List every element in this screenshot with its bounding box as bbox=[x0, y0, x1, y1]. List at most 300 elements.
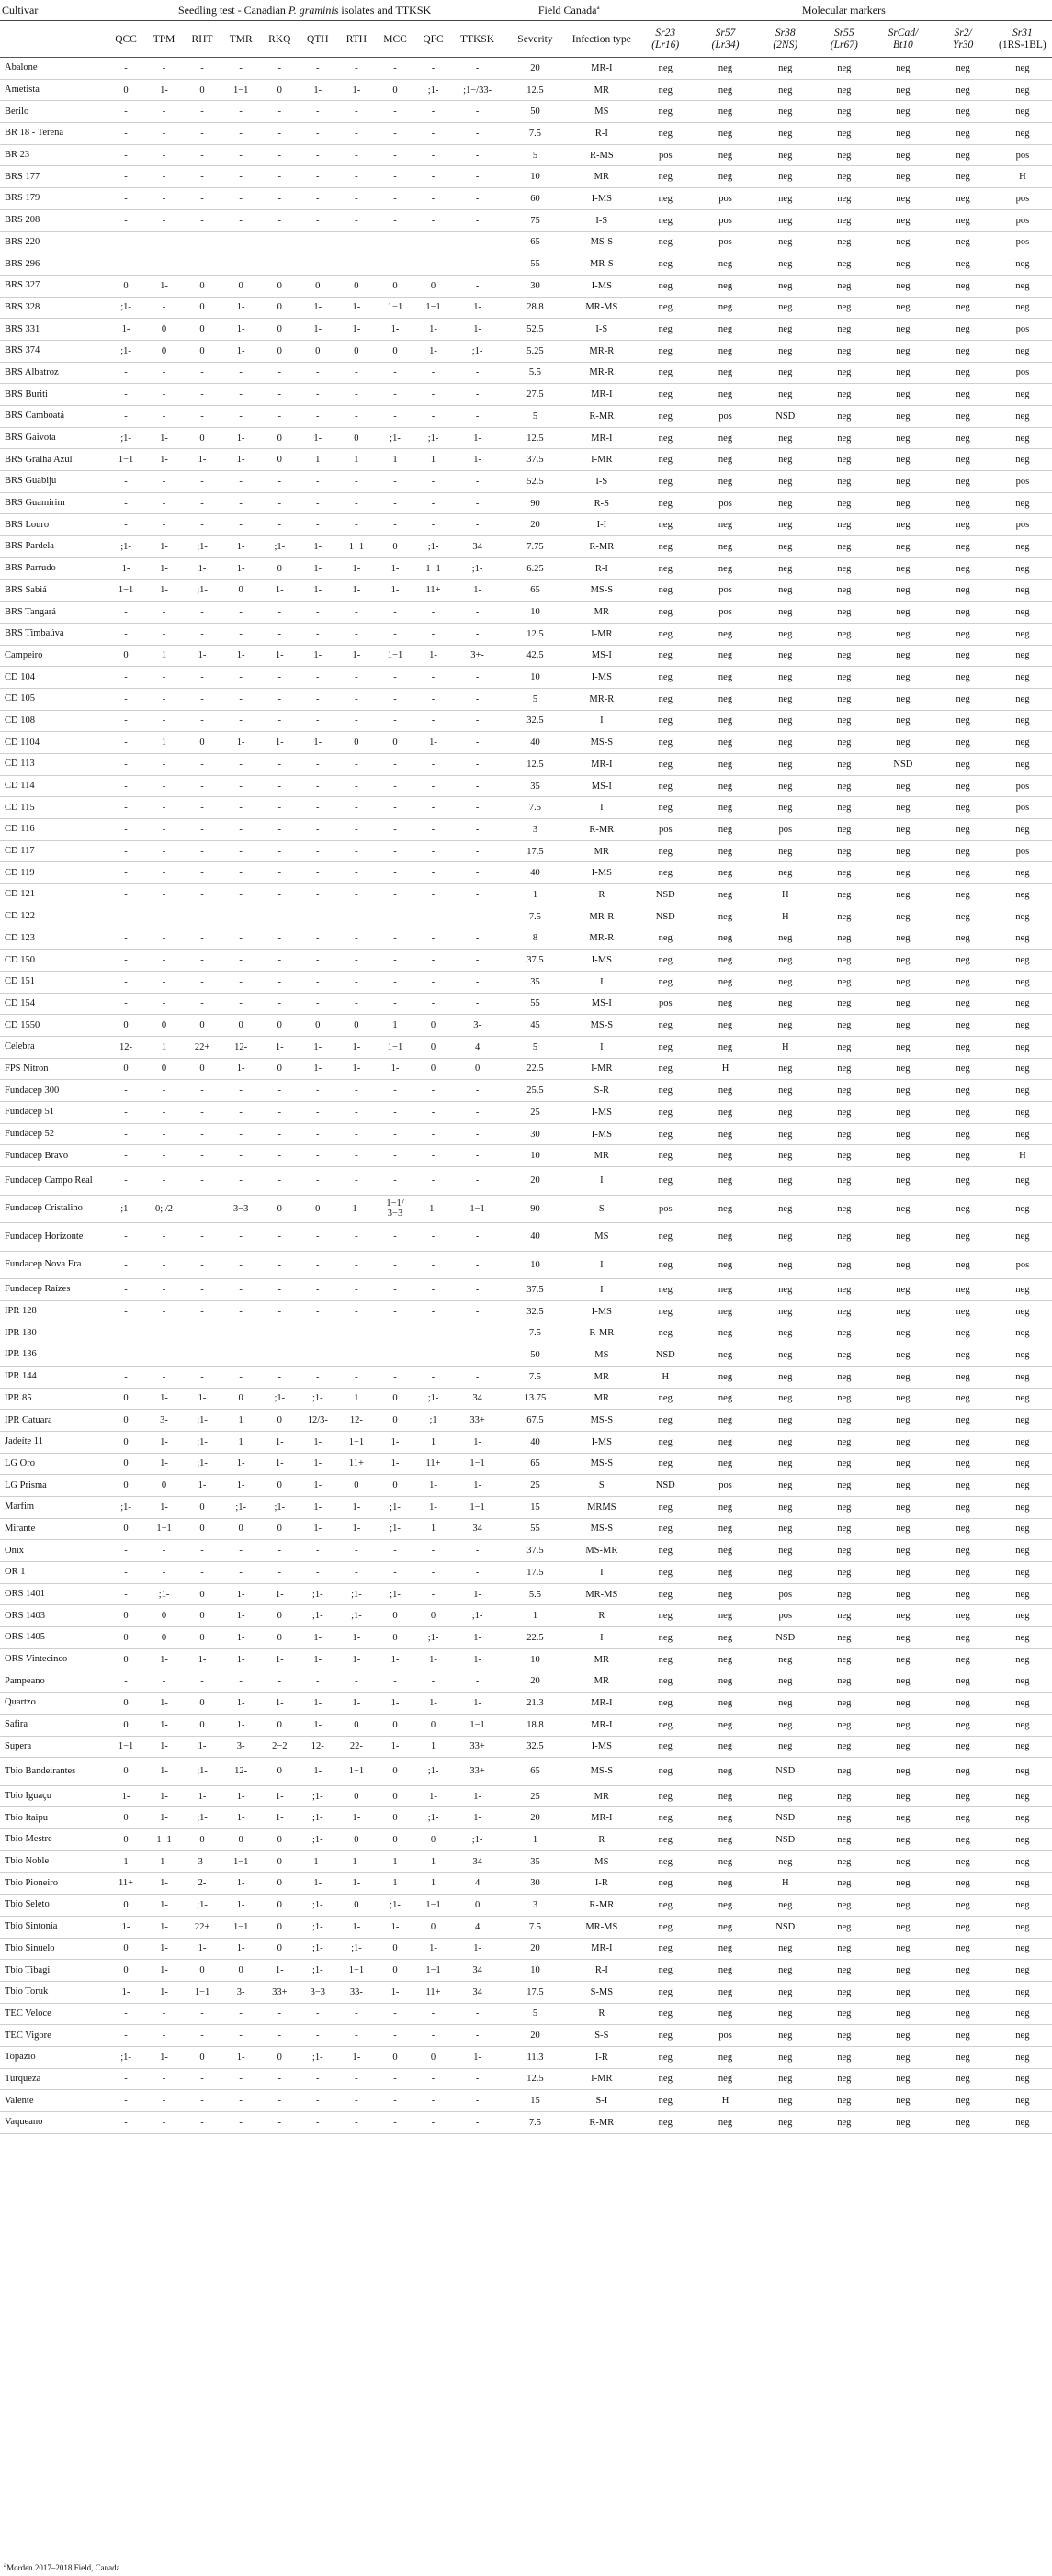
seedling-score: - bbox=[183, 884, 221, 906]
marker-result: neg bbox=[815, 1627, 873, 1649]
marker-result: neg bbox=[755, 2112, 815, 2134]
seedling-score: - bbox=[261, 1344, 300, 1367]
marker-result: neg bbox=[933, 536, 993, 558]
seedling-score: 22+ bbox=[183, 1916, 221, 1938]
marker-result: neg bbox=[873, 819, 933, 841]
cultivar-name: Topazio bbox=[0, 2046, 107, 2068]
seedling-score: 1- bbox=[221, 1648, 261, 1670]
marker-result: neg bbox=[755, 1518, 815, 1540]
seedling-score: 34 bbox=[452, 1981, 503, 2003]
seedling-score: ;1- bbox=[107, 1496, 145, 1518]
field-infection-type: I-MS bbox=[568, 950, 636, 972]
seedling-score: - bbox=[376, 101, 414, 123]
marker-result: neg bbox=[873, 1605, 933, 1627]
marker-result: neg bbox=[933, 384, 993, 406]
marker-result: neg bbox=[636, 862, 696, 884]
seedling-score: - bbox=[376, 253, 414, 276]
marker-result: neg bbox=[933, 928, 993, 950]
marker-result: neg bbox=[636, 449, 696, 471]
field-severity: 65 bbox=[503, 1758, 568, 1786]
marker-result: neg bbox=[696, 906, 755, 928]
seedling-score: - bbox=[221, 492, 261, 514]
seedling-score: 1- bbox=[376, 1916, 414, 1938]
seedling-score: - bbox=[376, 971, 414, 993]
seedling-score: - bbox=[414, 950, 453, 972]
marker-result: neg bbox=[636, 1145, 696, 1167]
marker-result: neg bbox=[696, 1895, 755, 1917]
marker-result: neg bbox=[873, 1714, 933, 1736]
seedling-score: - bbox=[337, 1123, 377, 1145]
marker-result: neg bbox=[755, 797, 815, 819]
seedling-score: - bbox=[221, 754, 261, 776]
seedling-score: - bbox=[376, 797, 414, 819]
cultivar-name: ORS 1403 bbox=[0, 1605, 107, 1627]
seedling-score: - bbox=[261, 2025, 300, 2047]
field-severity: 7.5 bbox=[503, 2112, 568, 2134]
marker-result: neg bbox=[993, 732, 1052, 754]
seedling-score: 1- bbox=[145, 1758, 184, 1786]
marker-result: neg bbox=[993, 340, 1052, 362]
marker-result: neg bbox=[815, 1736, 873, 1758]
marker-result: neg bbox=[993, 1388, 1052, 1410]
seedling-score: - bbox=[107, 514, 145, 536]
cultivar-name: CD 151 bbox=[0, 971, 107, 993]
marker-result: neg bbox=[755, 492, 815, 514]
marker-result: pos bbox=[993, 471, 1052, 493]
marker-result: neg bbox=[933, 645, 993, 667]
seedling-score: - bbox=[221, 1562, 261, 1584]
seedling-score: - bbox=[183, 906, 221, 928]
table-row bbox=[0, 1366, 1052, 1388]
seedling-score: 1- bbox=[221, 1938, 261, 1960]
field-severity: 5 bbox=[503, 688, 568, 710]
field-severity: 5 bbox=[503, 406, 568, 428]
seedling-score: - bbox=[376, 1123, 414, 1145]
seedling-score: - bbox=[414, 2068, 453, 2090]
field-severity: 55 bbox=[503, 253, 568, 276]
seedling-score: - bbox=[299, 58, 337, 80]
seedling-score: - bbox=[376, 384, 414, 406]
table-row bbox=[0, 1080, 1052, 1102]
marker-result: neg bbox=[755, 1938, 815, 1960]
seedling-score: 1- bbox=[221, 645, 261, 667]
cultivar-name: BRS 296 bbox=[0, 253, 107, 276]
marker-result: neg bbox=[636, 840, 696, 862]
table-row bbox=[0, 362, 1052, 384]
seedling-score: 0 bbox=[145, 319, 184, 341]
marker-result: neg bbox=[696, 732, 755, 754]
table-row bbox=[0, 993, 1052, 1015]
marker-result: neg bbox=[696, 1714, 755, 1736]
marker-result: NSD bbox=[873, 754, 933, 776]
seedling-score: 1- bbox=[452, 1431, 503, 1453]
marker-result: neg bbox=[933, 1366, 993, 1388]
field-infection-type: I-MR bbox=[568, 449, 636, 471]
seedling-score: - bbox=[299, 1145, 337, 1167]
seedling-score: - bbox=[376, 1300, 414, 1322]
seedling-score: - bbox=[183, 384, 221, 406]
seedling-score: - bbox=[337, 1366, 377, 1388]
marker-result: neg bbox=[873, 732, 933, 754]
marker-result: neg bbox=[696, 536, 755, 558]
seedling-score: - bbox=[183, 406, 221, 428]
marker-result: neg bbox=[636, 231, 696, 253]
marker-result: neg bbox=[815, 2046, 873, 2068]
seedling-score: 11+ bbox=[337, 1453, 377, 1475]
seedling-score: - bbox=[261, 971, 300, 993]
seedling-score: 0 bbox=[183, 1583, 221, 1605]
marker-result: neg bbox=[636, 1167, 696, 1196]
field-infection-type: I-MR bbox=[568, 2068, 636, 2090]
cultivar-name: Valente bbox=[0, 2090, 107, 2112]
marker-result: neg bbox=[993, 275, 1052, 297]
field-infection-type: I-R bbox=[568, 2046, 636, 2068]
seedling-score: - bbox=[299, 971, 337, 993]
marker-result: neg bbox=[873, 928, 933, 950]
marker-result: neg bbox=[933, 2025, 993, 2047]
seedling-score: - bbox=[299, 1223, 337, 1252]
field-infection-type: I-MS bbox=[568, 667, 636, 689]
seedling-score: 0 bbox=[261, 427, 300, 449]
marker-result: neg bbox=[815, 884, 873, 906]
seedling-score: - bbox=[261, 2112, 300, 2134]
seedling-score: 1 bbox=[376, 449, 414, 471]
seedling-score: 1- bbox=[337, 1195, 377, 1223]
marker-result: neg bbox=[993, 1648, 1052, 1670]
seedling-score: 1- bbox=[145, 1736, 184, 1758]
seedling-score: - bbox=[337, 2090, 377, 2112]
seedling-score: 0 bbox=[376, 1627, 414, 1649]
marker-result: neg bbox=[873, 2112, 933, 2134]
seedling-score: - bbox=[107, 144, 145, 166]
marker-result: neg bbox=[815, 514, 873, 536]
seedling-score: 0 bbox=[261, 1829, 300, 1851]
marker-result: neg bbox=[873, 1279, 933, 1301]
seedling-score: - bbox=[183, 775, 221, 797]
field-infection-type: R bbox=[568, 884, 636, 906]
seedling-score: 1- bbox=[221, 1475, 261, 1497]
seedling-score: 1- bbox=[145, 1807, 184, 1829]
marker-result: neg bbox=[815, 1145, 873, 1167]
table-row bbox=[0, 1102, 1052, 1124]
seedling-score: - bbox=[145, 971, 184, 993]
field-infection-type: I bbox=[568, 971, 636, 993]
seedling-score: 1 bbox=[337, 449, 377, 471]
seedling-score: 0 bbox=[221, 579, 261, 602]
seedling-score: 1- bbox=[107, 1981, 145, 2003]
seedling-score: 1- bbox=[221, 319, 261, 341]
seedling-score: 1- bbox=[337, 1496, 377, 1518]
marker-result: neg bbox=[993, 1058, 1052, 1080]
cultivar-name: ORS 1405 bbox=[0, 1627, 107, 1649]
marker-name: SrCad/ bbox=[888, 27, 919, 39]
marker-result: neg bbox=[993, 602, 1052, 624]
marker-result: neg bbox=[815, 971, 873, 993]
seedling-score: - bbox=[107, 993, 145, 1015]
marker-result: neg bbox=[755, 144, 815, 166]
marker-result: neg bbox=[933, 732, 993, 754]
marker-result: NSD bbox=[755, 1916, 815, 1938]
seedling-col-header: RKQ bbox=[261, 21, 300, 58]
marker-result: neg bbox=[755, 667, 815, 689]
marker-result: neg bbox=[755, 1251, 815, 1279]
seedling-col-header: TTKSK bbox=[452, 21, 503, 58]
seedling-score: 0 bbox=[261, 1605, 300, 1627]
seedling-score: - bbox=[107, 123, 145, 145]
marker-result: neg bbox=[933, 623, 993, 645]
seedling-score: - bbox=[299, 950, 337, 972]
marker-result: neg bbox=[993, 1223, 1052, 1252]
seedling-score: 0 bbox=[107, 1938, 145, 1960]
seedling-score: 0 bbox=[376, 1807, 414, 1829]
seedling-score: - bbox=[452, 688, 503, 710]
marker-result: neg bbox=[696, 340, 755, 362]
seedling-score: - bbox=[261, 775, 300, 797]
seedling-score: 0 bbox=[261, 1410, 300, 1432]
seedling-score: - bbox=[261, 1322, 300, 1344]
cultivar-name: CD 117 bbox=[0, 840, 107, 862]
seedling-score: - bbox=[452, 840, 503, 862]
marker-result: neg bbox=[873, 492, 933, 514]
seedling-score: 1- bbox=[299, 1431, 337, 1453]
table-row bbox=[0, 123, 1052, 145]
seedling-score: 1−1 bbox=[107, 579, 145, 602]
marker-result: neg bbox=[873, 209, 933, 231]
marker-result: neg bbox=[815, 840, 873, 862]
seedling-score: 1- bbox=[183, 1785, 221, 1807]
seedling-score: - bbox=[221, 209, 261, 231]
cultivar-name: LG Prisma bbox=[0, 1475, 107, 1497]
seedling-score: 1−1 bbox=[337, 1431, 377, 1453]
marker-col-header bbox=[933, 21, 993, 58]
seedling-score: - bbox=[452, 797, 503, 819]
seedling-score: 1- bbox=[452, 1807, 503, 1829]
marker-result: neg bbox=[755, 928, 815, 950]
table-row bbox=[0, 1453, 1052, 1475]
marker-result: neg bbox=[755, 1895, 815, 1917]
seedling-score: 0 bbox=[221, 1960, 261, 1982]
marker-result: neg bbox=[815, 1123, 873, 1145]
seedling-score: 0 bbox=[107, 275, 145, 297]
seedling-score: 0 bbox=[261, 319, 300, 341]
seedling-score: - bbox=[299, 1366, 337, 1388]
marker-result: neg bbox=[933, 1895, 993, 1917]
seedling-score: - bbox=[183, 2112, 221, 2134]
seedling-score: - bbox=[414, 2090, 453, 2112]
seedling-score: - bbox=[145, 231, 184, 253]
seedling-score: - bbox=[183, 1102, 221, 1124]
seedling-score: - bbox=[221, 1366, 261, 1388]
cultivar-name: Tbio Bandeirantes bbox=[0, 1758, 107, 1786]
seedling-score: 1- bbox=[337, 1648, 377, 1670]
seedling-score: 0 bbox=[261, 1850, 300, 1873]
field-infection-type: MS-S bbox=[568, 579, 636, 602]
cultivar-name: CD 108 bbox=[0, 710, 107, 732]
field-infection-type: MS-MR bbox=[568, 1540, 636, 1562]
cultivar-name: Onix bbox=[0, 1540, 107, 1562]
marker-result: neg bbox=[815, 123, 873, 145]
marker-result: NSD bbox=[755, 1758, 815, 1786]
table-row bbox=[0, 144, 1052, 166]
seedling-score: - bbox=[376, 2090, 414, 2112]
seedling-score: - bbox=[107, 101, 145, 123]
seedling-score: 1- bbox=[452, 297, 503, 319]
seedling-score: - bbox=[337, 209, 377, 231]
marker-result: neg bbox=[755, 2090, 815, 2112]
seedling-score: 1- bbox=[452, 1938, 503, 1960]
seedling-score: - bbox=[299, 1123, 337, 1145]
field-infection-type: I-R bbox=[568, 1873, 636, 1895]
marker-result: neg bbox=[696, 1102, 755, 1124]
seedling-score: - bbox=[221, 1102, 261, 1124]
field-infection-type: R-MR bbox=[568, 1322, 636, 1344]
marker-result: neg bbox=[755, 166, 815, 188]
marker-result: neg bbox=[815, 1102, 873, 1124]
field-severity: 13.75 bbox=[503, 1388, 568, 1410]
seedling-score: 12- bbox=[221, 1758, 261, 1786]
marker-result: neg bbox=[933, 123, 993, 145]
seedling-score: 1- bbox=[183, 1475, 221, 1497]
seedling-score: - bbox=[221, 1540, 261, 1562]
field-severity: 75 bbox=[503, 209, 568, 231]
field-infection-type: MR-I bbox=[568, 58, 636, 80]
cultivar-name: BRS 208 bbox=[0, 209, 107, 231]
table-row bbox=[0, 1562, 1052, 1584]
marker-result: neg bbox=[873, 536, 933, 558]
seedling-score: - bbox=[414, 775, 453, 797]
marker-result: neg bbox=[933, 297, 993, 319]
marker-result: neg bbox=[636, 514, 696, 536]
seedling-score: 2- bbox=[183, 1873, 221, 1895]
seedling-score: - bbox=[299, 492, 337, 514]
marker-result: neg bbox=[636, 1518, 696, 1540]
seedling-score: - bbox=[337, 819, 377, 841]
marker-result: neg bbox=[873, 58, 933, 80]
marker-result: neg bbox=[815, 340, 873, 362]
field-severity: 10 bbox=[503, 1251, 568, 1279]
marker-result: neg bbox=[755, 775, 815, 797]
seedling-score: 1- bbox=[221, 1583, 261, 1605]
seedling-score: 1- bbox=[337, 1627, 377, 1649]
seedling-score: - bbox=[261, 144, 300, 166]
seedling-score: - bbox=[414, 1540, 453, 1562]
seedling-score: - bbox=[376, 209, 414, 231]
seedling-score: - bbox=[261, 1251, 300, 1279]
marker-result: neg bbox=[696, 950, 755, 972]
seedling-score: 1- bbox=[183, 557, 221, 579]
marker-name: Sr31 bbox=[1012, 27, 1033, 39]
seedling-score: - bbox=[337, 1167, 377, 1196]
seedling-score: ;1- bbox=[299, 1807, 337, 1829]
marker-result: neg bbox=[873, 1453, 933, 1475]
seedling-score: 1- bbox=[414, 1785, 453, 1807]
marker-result: H bbox=[755, 884, 815, 906]
marker-result: neg bbox=[696, 1279, 755, 1301]
seedling-score: - bbox=[221, 2003, 261, 2025]
marker-result: neg bbox=[636, 1829, 696, 1851]
seedling-score: 1- bbox=[183, 1938, 221, 1960]
marker-result: neg bbox=[755, 58, 815, 80]
seedling-score: - bbox=[221, 1167, 261, 1196]
marker-result: neg bbox=[815, 427, 873, 449]
seedling-score: 0 bbox=[107, 1453, 145, 1475]
marker-result: neg bbox=[933, 1195, 993, 1223]
marker-result: neg bbox=[815, 862, 873, 884]
seedling-score: 1- bbox=[299, 645, 337, 667]
marker-result: neg bbox=[933, 188, 993, 210]
field-infection-type: MR bbox=[568, 602, 636, 624]
marker-result: neg bbox=[873, 1670, 933, 1693]
seedling-score: 1- bbox=[299, 1627, 337, 1649]
field-infection-type: I bbox=[568, 710, 636, 732]
seedling-score: - bbox=[299, 775, 337, 797]
seedling-score: - bbox=[261, 253, 300, 276]
seedling-score: 0 bbox=[107, 645, 145, 667]
seedling-score: 1- bbox=[261, 645, 300, 667]
seedling-score: ;1- bbox=[183, 536, 221, 558]
marker-result: H bbox=[755, 1873, 815, 1895]
marker-result: neg bbox=[933, 1627, 993, 1649]
seedling-score: - bbox=[414, 492, 453, 514]
marker-result: neg bbox=[755, 710, 815, 732]
field-infection-type: I-MS bbox=[568, 1123, 636, 1145]
cultivar-name: Tbio Sinuelo bbox=[0, 1938, 107, 1960]
marker-result: pos bbox=[636, 1195, 696, 1223]
seedling-score: 1−1 bbox=[414, 557, 453, 579]
seedling-score: - bbox=[183, 231, 221, 253]
marker-result: neg bbox=[933, 1693, 993, 1715]
seedling-score: 1- bbox=[376, 1453, 414, 1475]
marker-result: neg bbox=[636, 797, 696, 819]
seedling-score: 1- bbox=[299, 536, 337, 558]
cultivar-name: IPR 128 bbox=[0, 1300, 107, 1322]
marker-result: neg bbox=[696, 1366, 755, 1388]
marker-result: neg bbox=[696, 1015, 755, 1037]
field-infection-type: S-R bbox=[568, 1080, 636, 1102]
seedling-score: - bbox=[107, 2068, 145, 2090]
seedling-score: - bbox=[299, 667, 337, 689]
seedling-score: - bbox=[337, 775, 377, 797]
seedling-score: 0 bbox=[376, 1605, 414, 1627]
marker-result: neg bbox=[636, 2090, 696, 2112]
marker-result: neg bbox=[933, 862, 993, 884]
marker-result: neg bbox=[933, 1300, 993, 1322]
cultivar-name: CD 121 bbox=[0, 884, 107, 906]
seedling-score: - bbox=[183, 2025, 221, 2047]
seedling-score: - bbox=[221, 971, 261, 993]
seedling-score: 1- bbox=[145, 1388, 184, 1410]
marker-result: neg bbox=[815, 1431, 873, 1453]
seedling-score: - bbox=[376, 1344, 414, 1367]
marker-result: neg bbox=[755, 754, 815, 776]
seedling-score: 0 bbox=[414, 1829, 453, 1851]
seedling-score: - bbox=[183, 710, 221, 732]
field-infection-type: I-MS bbox=[568, 1736, 636, 1758]
field-infection-type: MR-I bbox=[568, 1807, 636, 1829]
seedling-score: - bbox=[183, 514, 221, 536]
seedling-score: - bbox=[452, 2003, 503, 2025]
marker-result: neg bbox=[696, 993, 755, 1015]
seedling-score: 1- bbox=[107, 557, 145, 579]
seedling-score: ;1- bbox=[107, 427, 145, 449]
marker-result: neg bbox=[933, 427, 993, 449]
seedling-score: 1 bbox=[414, 1431, 453, 1453]
seedling-score: - bbox=[452, 732, 503, 754]
seedling-score: - bbox=[107, 1145, 145, 1167]
marker-result: neg bbox=[696, 2112, 755, 2134]
cultivar-name: BRS 220 bbox=[0, 231, 107, 253]
field-infection-type: S bbox=[568, 1195, 636, 1223]
